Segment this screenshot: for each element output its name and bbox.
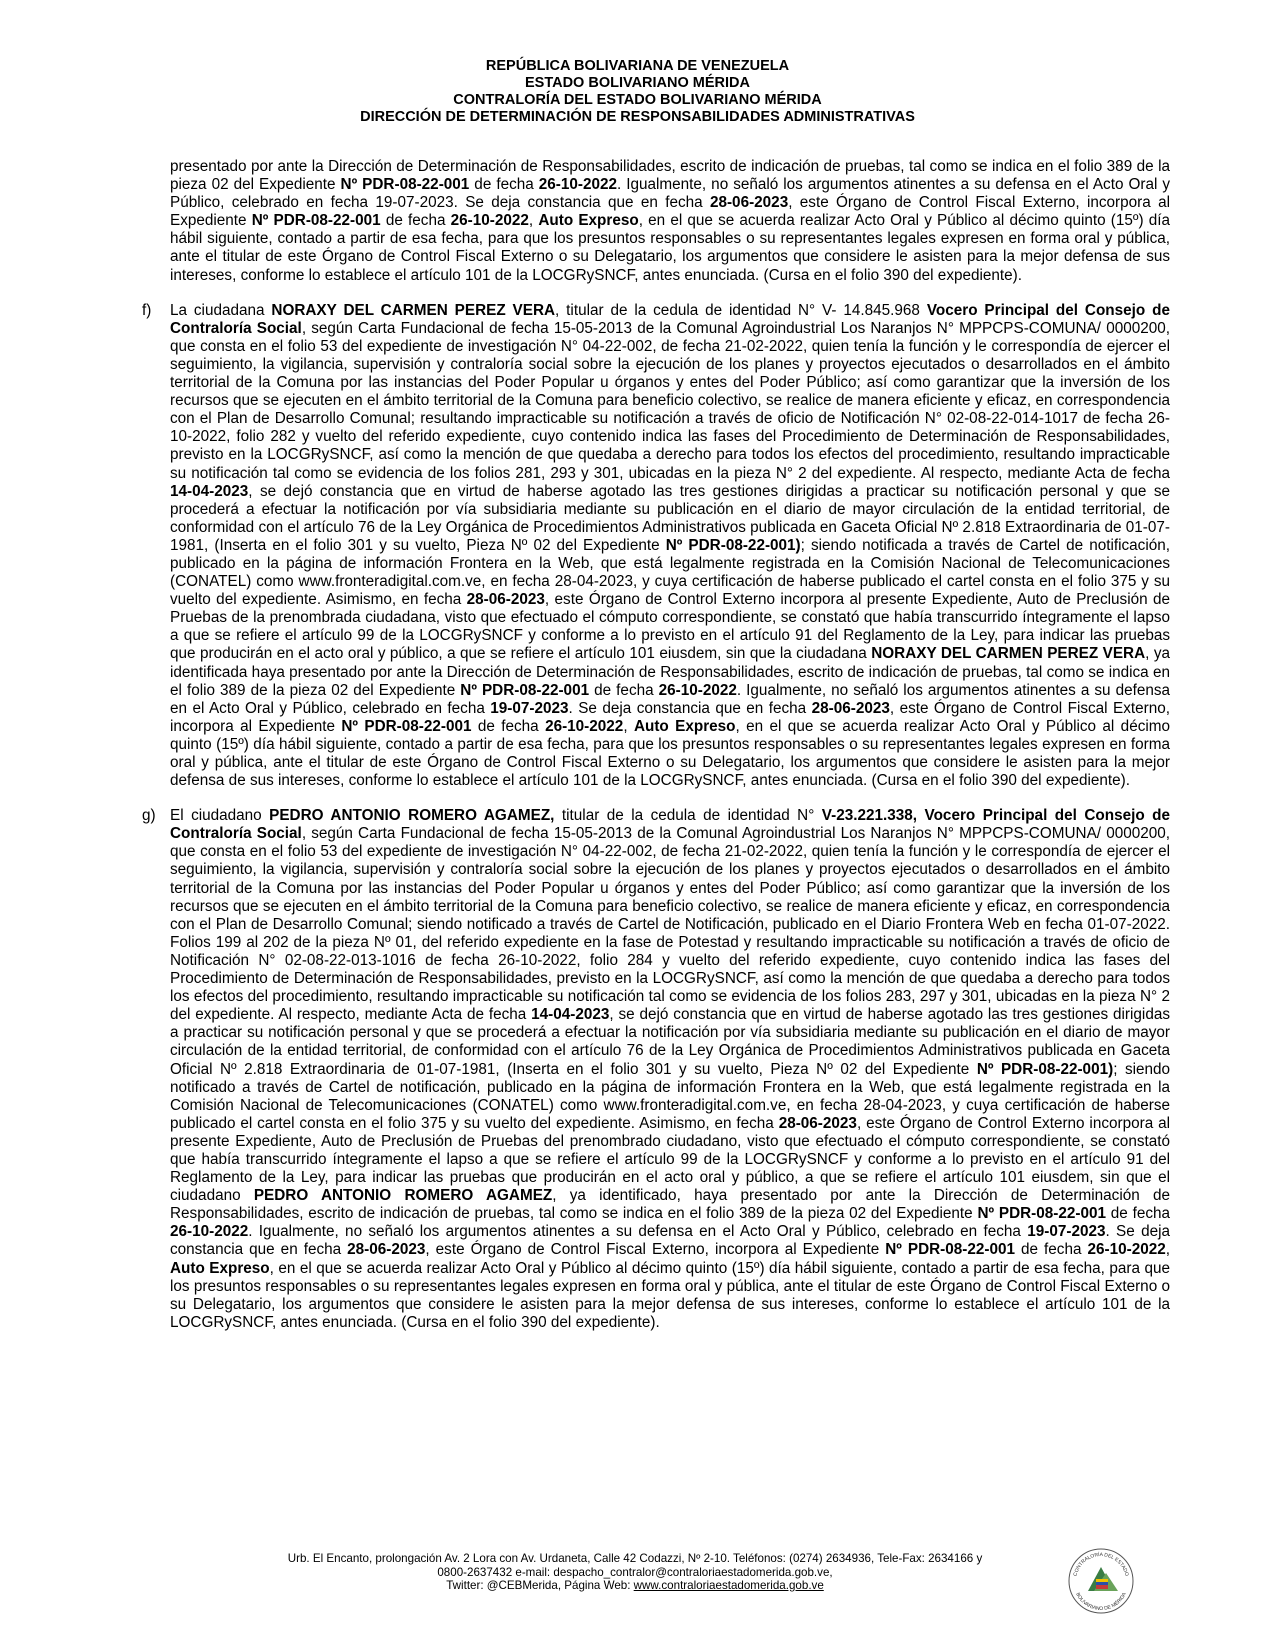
header-line-1: REPÚBLICA BOLIVARIANA DE VENEZUELA: [485, 58, 790, 74]
bold-run: 28-06-2023: [347, 1241, 426, 1259]
text-run: El ciudadano: [170, 807, 270, 825]
seal-top-text: CONTRALORÍA DEL ESTADO: [1072, 1552, 1130, 1577]
item-label: f): [142, 301, 152, 319]
bold-run: V-23.221.338, Vocero Principal del Consejo de Contraloría Social: [170, 807, 1170, 843]
bold-run: Auto Expreso: [538, 212, 639, 230]
header-line-3: CONTRALORÍA DEL ESTADO BOLIVARIANO MÉRIDA: [453, 92, 822, 108]
footer-contact: 0800-2637432 e-mail: despacho_contralor@contraloriaestadomerida.gob.ve,: [437, 1565, 833, 1579]
text-run: titular de la cedula de identidad N°: [554, 807, 822, 825]
text-run: La ciudadana: [170, 301, 272, 319]
text-run: . Igualmente, no señaló los argumentos atinentes a su defensa en el Acto Oral y Público, celebrado en fecha: [170, 681, 1171, 717]
text-run: . Se deja constancia que en fecha: [568, 699, 812, 717]
bold-run: Nº PDR-08-22-001: [885, 1241, 1015, 1259]
bold-run: 14-04-2023: [531, 1006, 610, 1024]
text-run: , titular de la cedula de identidad N° V- 14.845.968: [555, 301, 927, 319]
text-run: , en el que se acuerda realizar Acto Oral y Público al décimo quinto (15º) día hábil siguiente, contado a partir de esa fecha, para que los presuntos responsables o su representantes legales expresen en forma oral y pública, ante el titular de este Órgano de Control Fiscal Externo o su Delegatario, los argumentos que considere le asisten para la mejor defensa de sus intereses, conforme lo establece el artículo 101 de la LOCGRySNCF, antes enunciada. (Cursa en el folio 390 del expediente).: [170, 1259, 1170, 1331]
text-run: , este Órgano de Control Fiscal Externo, incorpora al Expediente: [425, 1241, 886, 1259]
footer-web: [235, 1579, 1035, 1593]
text-run: de fecha: [469, 176, 539, 194]
text-run: , se dejó constancia que en virtud de haberse agotado las tres gestiones dirigidas a practicar su notificación personal y que se procederá a efectuar la notificación por vía subsidiaria mediante su publicación en el diario de mayor circulación de la entidad territorial, de conformidad con el artículo 76 de la Ley Orgánica de Procedimientos Administrativos publicada en Gaceta Oficial Nº 2.818 Extraordinaria de 01-07-1981, (Inserta en el folio 301 y su vuelto, Pieza Nº 02 del Expediente: [170, 482, 1170, 554]
text-run: ,: [1165, 1241, 1170, 1259]
bold-run: Nº PDR-08-22-001: [341, 717, 472, 735]
text-run: , ya identificado, haya presentado por ante la Dirección de Determinación de Responsabilidades, escrito de indicación de pruebas, tal como se indica en el folio 389 de la pieza 02 del Expediente: [170, 1187, 1170, 1223]
bold-run: 28-06-2023: [709, 194, 789, 212]
text-run: presentado por ante la Dirección de Determinación de Responsabilidades, escrito de indicación de pruebas, tal como se indica en el folio 389 de la pieza 02 del Expediente: [170, 158, 1170, 194]
header-line-2: ESTADO BOLIVARIANO MÉRIDA: [524, 75, 751, 91]
text-run: , se dejó constancia que en virtud de haberse agotado las tres gestiones dirigidas a practicar su notificación personal y que se procederá a efectuar la notificación por vía subsidiaria mediante su publicación en el diario de mayor circulación de la entidad territorial, de conformidad con el artículo 76 de la Ley Orgánica de Procedimientos Administrativos publicada en Gaceta Oficial Nº 2.818 Extraordinaria de 01-07-1981, (Inserta en el folio 301 y su vuelto, Pieza Nº 02 del Expediente: [170, 1006, 1170, 1078]
text-run: , según Carta Fundacional de fecha 15-05-2013 de la Comunal Agroindustrial Los Naranjos N° MPPCPS-COMUNA/ 0000200, que consta en el folio 53 del expediente de investigación N° 04-22-002, de fecha 21-02-2022, quien tenía la función y le correspondía de ejercer el seguimiento, la vigilancia, supervisión y contraloría social sobre la ejecución de los planes y proyectos ejecutados o desarrollados en el ámbito territorial de la Comuna por las instancias del Poder Popular u órganos y entes del Poder Público; así como garantizar que la inversión de los recursos que se ejecuten en el ámbito territorial de la Comuna para beneficio colectivo, se realice de manera eficiente y eficaz, en correspondencia con el Plan de Desarrollo Comunal; resultando impracticable su notificación a través de oficio de Notificación N° 02-08-22-014-1017 de fecha 26-10-2022, folio 282 y vuelto del referido expediente, cuyo contenido indica las fases del Procedimiento de Determinación de Responsabilidades, previsto en la LOCGRySNCF, así como la mención de que quedaba a derecho para todos los efectos del procedimiento, resultando impracticable su notificación tal como se evidencia de los folios 281, 293 y 301, ubicadas en la pieza N° 2 del expediente. Al respecto, mediante Acta de fecha: [170, 319, 1170, 482]
text-run: de fecha: [1106, 1205, 1170, 1223]
list-item-f: [142, 301, 1171, 791]
bold-run: Nº PDR-08-22-001: [251, 212, 381, 230]
document-body: [142, 158, 1171, 1349]
text-run: ,: [623, 717, 634, 735]
seal-bottom-text: BOLIVARIANO DE MÉRIDA: [1074, 1591, 1128, 1613]
text-run: de fecha: [380, 212, 451, 230]
list-item-g: [142, 807, 1171, 1332]
bold-run: 28-06-2023: [811, 699, 890, 717]
contraloria-seal-icon: [1066, 1545, 1136, 1615]
bold-run: Auto Expreso: [633, 717, 736, 735]
text-run: , este Órgano de Control Fiscal Externo, incorpora al Expediente: [170, 194, 1170, 230]
bold-run: PEDRO ANTONIO ROMERO AGAMEZ,: [269, 807, 555, 825]
bold-run: PEDRO ANTONIO ROMERO AGAMEZ: [253, 1187, 553, 1205]
text-run: , según Carta Fundacional de fecha 15-05-2013 de la Comunal Agroindustrial Los Naranjos N° MPPCPS-COMUNA/ 0000200, que consta en el folio 53 del expediente de investigación N° 04-22-002, de fecha 21-02-2022, quien tenía la función y le correspondía de ejercer el seguimiento, la vigilancia, supervisión y contraloría social sobre la ejecución de los planes y proyectos ejecutados o desarrollados en el ámbito territorial de la Comuna por las instancias del Poder Popular u órganos y entes del Poder Público; así como garantizar que la inversión de los recursos que se ejecuten en el ámbito territorial de la Comuna para beneficio colectivo, se realice de manera eficiente y eficaz, en correspondencia con el Plan de Desarrollo Comunal; siendo notificado a través de Cartel de Notificación, publicado en el Diario Frontera Web en fecha 01-07-2022. Folios 199 al 202 de la pieza Nº 01, del referido expediente en la fase de Potestad y resultando impracticable su notificación a través de oficio de Notificación N° 02-08-22-013-1016 de fecha 26-10-2022, folio 284 y vuelto del referido expediente, cuyo contenido indica las fases del Procedimiento de Determinación de Responsabilidades, previsto en la LOCGRySNCF, así como la mención de que quedaba a derecho para todos los efectos del procedimiento, resultando impracticable su notificación tal como se evidencia de los folios 283, 297 y 301, ubicadas en la pieza N° 2 del expediente. Al respecto, mediante Acta de fecha: [170, 825, 1170, 1024]
bold-run: Nº PDR-08-22-001: [340, 176, 470, 194]
item-label: g): [142, 807, 156, 825]
text-run: ; siendo notificado a través de Cartel de notificación, publicado en la página de información Frontera en la Web, que está legalmente registrada en la Comisión Nacional de Telecomunicaciones (CONATEL) como www.fronteradigital.com.ve, en fecha 28-04-2023, y cuya certificación de haberse publicado el cartel consta en el folio 375 y su vuelto del expediente. Asimismo, en fecha: [170, 1060, 1171, 1132]
text-run: . Igualmente, no señaló los argumentos atinentes a su defensa en el Acto Oral y Público, celebrado en fecha 19-07-2023. Se deja constancia que en fecha: [170, 176, 1171, 212]
text-run: , ya identificada haya presentado por ante la Dirección de Determinación de Responsabilidades, escrito de indicación de pruebas, tal como se indica en el folio 389 de la pieza 02 del Expediente: [170, 645, 1170, 699]
website-link[interactable]: www.contraloriaestadomerida.gob.ve: [633, 1579, 824, 1592]
bold-run: 28-06-2023: [778, 1114, 857, 1132]
bold-run: 26-10-2022: [1087, 1241, 1166, 1259]
bold-run: Nº PDR-08-22-001: [977, 1205, 1106, 1223]
text-run: de fecha: [589, 681, 659, 699]
bold-run: Vocero Principal del Consejo de Contraloría Social: [170, 301, 1170, 337]
bold-run: 26-10-2022: [658, 681, 737, 699]
text-run: . Se deja constancia que en fecha: [170, 1223, 1170, 1259]
header-line-4: DIRECCIÓN DE DETERMINACIÓN DE RESPONSABILIDADES ADMINISTRATIVAS: [360, 109, 915, 125]
bold-run: 26-10-2022: [545, 717, 624, 735]
bold-run: 28-06-2023: [466, 591, 545, 609]
text-run: , en el que se acuerda realizar Acto Oral y Público al décimo quinto (15º) día hábil siguiente, contado a partir de esa fecha, para que los presuntos responsables o su representantes legales expresen en forma oral y pública, ante el titular de este Órgano de Control Fiscal Externo o su Delegatario, los argumentos que considere le asisten para la mejor defensa de sus intereses, conforme lo establece el artículo 101 de la LOCGRySNCF, antes enunciada. (Cursa en el folio 390 del expediente).: [170, 212, 1171, 284]
bold-run: 14-04-2023: [170, 482, 249, 500]
text-run: . Igualmente, no señaló los argumentos atinentes a su defensa en el Acto Oral y Público, celebrado en fecha: [248, 1223, 1028, 1241]
text-run: ; siendo notificada a través de Cartel de notificación, publicado en la página de información Frontera en la Web, que está legalmente registrada en la Comisión Nacional de Telecomunicaciones (CONATEL) como www.fronteradigital.com.ve, en fecha 28-04-2023, y cuya certificación de haberse publicado el cartel consta en el folio 375 y su vuelto del expediente. Asimismo, en fecha: [170, 536, 1170, 609]
intro-paragraph: [170, 158, 1170, 285]
bold-run: Nº PDR-08-22-001): [976, 1060, 1114, 1078]
seal-graphic: [1066, 1545, 1136, 1615]
bold-run: 19-07-2023: [1027, 1223, 1106, 1241]
bold-run: 26-10-2022: [450, 212, 529, 230]
bold-run: NORAXY DEL CARMEN PEREZ VERA: [871, 645, 1146, 663]
bold-run: Auto Expreso: [170, 1259, 270, 1277]
text-run: , este Órgano de Control Externo incorpora al presente Expediente, Auto de Preclusión de Pruebas del prenombrado ciudadano, visto que efectuado el cómputo correspondiente, se constató que había transcurrido íntegramente el lapso a que se refiere el artículo 99 de la LOCGRySNCF y conforme a lo previsto en el artículo 91 del Reglamento de la Ley, para indicar las pruebas que producirán en el acto oral y público, a que se refiere el artículo 101 eiusdem, sin que el ciudadano: [170, 1114, 1170, 1205]
bold-run: 26-10-2022: [538, 176, 617, 194]
page-footer: [235, 1552, 1035, 1593]
bold-run: 19-07-2023: [490, 699, 569, 717]
bold-run: 26-10-2022: [170, 1223, 249, 1241]
bold-run: Nº PDR-08-22-001): [665, 536, 801, 554]
bold-run: Nº PDR-08-22-001: [460, 681, 590, 699]
text-run: ,: [528, 212, 539, 230]
text-run: , en el que se acuerda realizar Acto Oral y Público al décimo quinto (15º) día hábil siguiente, contado a partir de esa fecha, para que los presuntos responsables o su representantes legales expresen en forma oral y pública, ante el titular de este Órgano de Control Fiscal Externo o su Delegatario, los argumentos que considere le asisten para la mejor defensa de sus intereses, conforme lo establece el artículo 101 de la LOCGRySNCF, antes enunciada. (Cursa en el folio 390 del expediente).: [170, 717, 1170, 790]
text-run: de fecha: [1015, 1241, 1088, 1259]
text-run: , este Órgano de Control Externo incorpora al presente Expediente, Auto de Preclusión de Pruebas de la prenombrada ciudadana, visto que efectuado el cómputo correspondiente, se constató que había transcurrido íntegramente el lapso a que se refiere el artículo 99 de la LOCGRySNCF y conforme a lo previsto en el artículo 91 del Reglamento de la Ley, para indicar las pruebas que producirán en el acto oral y público, a que se refiere el artículo 101 eiusdem, sin que la ciudadana: [170, 591, 1170, 663]
text-run: , este Órgano de Control Fiscal Externo, incorpora al Expediente: [170, 699, 1170, 735]
footer-address: Urb. El Encanto, prolongación Av. 2 Lora con Av. Urdaneta, Calle 42 Codazzi, Nº 2-10. Teléfonos: (0274) 2634936, Tele-Fax: 2634166 y: [287, 1552, 983, 1565]
document-header: [0, 58, 1275, 126]
text-run: de fecha: [471, 717, 546, 735]
bold-run: NORAXY DEL CARMEN PEREZ VERA: [271, 301, 556, 319]
footer-web-prefix: Twitter: @CEBMerida, Página Web:: [446, 1579, 634, 1592]
